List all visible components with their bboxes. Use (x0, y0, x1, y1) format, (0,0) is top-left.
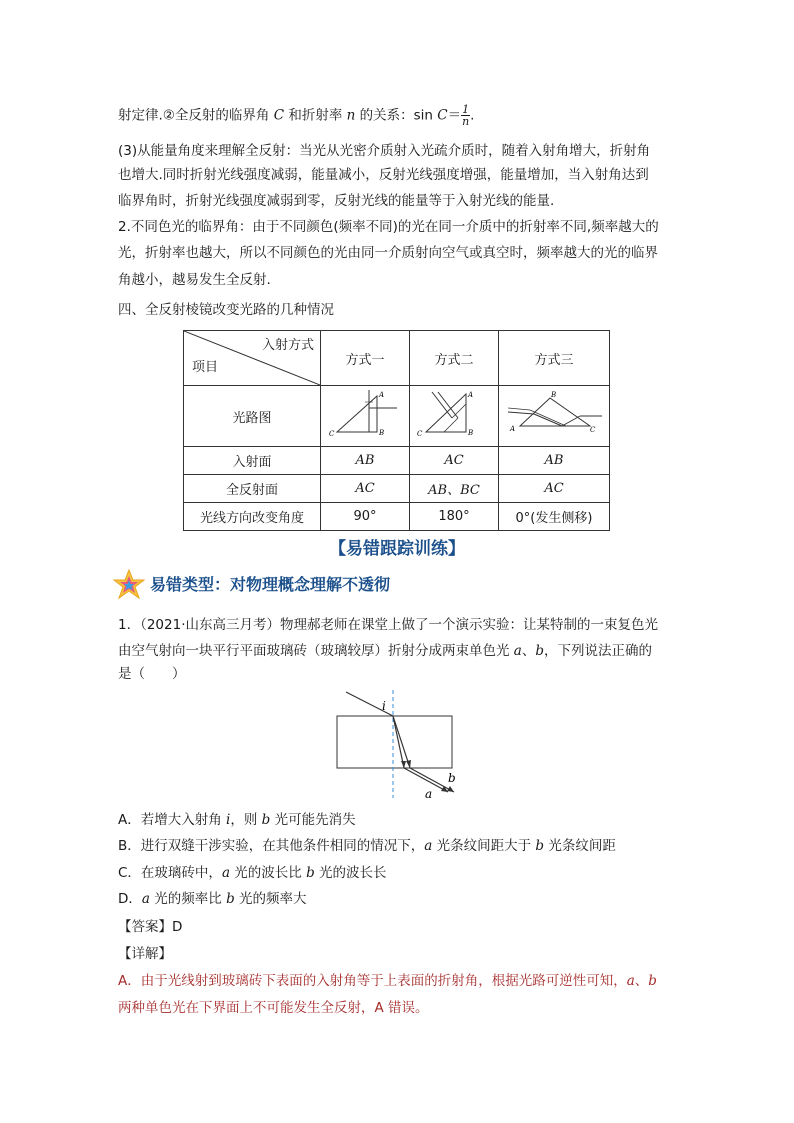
star-icon (112, 568, 146, 602)
cell-value: 0°(发生侧移) (499, 503, 610, 531)
table-header-diagonal-cell (184, 331, 321, 386)
section-title-error-training: 【易错跟踪训练】 (329, 539, 465, 559)
option-d: D．a 光的频率比 b 光的频率大 (118, 891, 307, 907)
detail-label: 【详解】 (118, 946, 172, 962)
label-b: b (448, 771, 456, 785)
text-line-4: 临界角时，折射光线强度减弱到零，反射光线的能量等于入射光线的能量. (118, 193, 555, 209)
prism-diagram-mode-1 (321, 386, 410, 447)
cell-value: 180° (410, 503, 499, 531)
table-row-incident-face (184, 447, 610, 475)
label-i: i (382, 699, 386, 713)
error-type-heading: 易错类型：对物理概念理解不透彻 (150, 575, 391, 594)
svg-text:C: C (417, 430, 423, 438)
row-label-diagram: 光路图 (184, 386, 321, 447)
svg-text:B: B (551, 391, 557, 399)
cell-value: 90° (321, 503, 410, 531)
option-a: A．若增大入射角 i，则 b 光可能先消失 (118, 812, 356, 828)
table-row-total-reflection-face (184, 475, 610, 503)
cell-value: AB (321, 447, 410, 475)
answer-line: 【答案】D (118, 919, 183, 935)
text-line-2: (3)从能量角度来理解全反射：当光从光密介质射入光疏介质时，随着入射角增大，折射角 (118, 143, 651, 159)
question-line-2: 由空气射向一块平行平面玻璃砖（玻璃较厚）折射分成两束单色光 a、b，下列说法正确的 (118, 643, 653, 659)
svg-text:B: B (379, 429, 385, 437)
detail-line-2: 两种单色光在下界面上不可能发生全反射，A 错误。 (118, 1000, 429, 1016)
prism-diagram-mode-2 (410, 386, 499, 447)
refracted-ray-b (393, 716, 410, 768)
cell-value: AB (499, 447, 610, 475)
refracted-ray-a (393, 716, 404, 768)
question-line-1: 1．（2021·山东高三月考）物理郝老师在课堂上做了一个演示实验：让某特制的一束复色光 (118, 617, 658, 633)
svg-text:A: A (468, 391, 474, 399)
row-label: 入射面 (184, 447, 321, 475)
text-line-5: 2.不同色光的临界角：由于不同颜色(频率不同)的光在同一介质中的折射率不同,频率越大的 (118, 219, 659, 235)
svg-text:A: A (379, 391, 385, 399)
svg-text:C: C (329, 430, 335, 438)
table-row-diagram (184, 386, 610, 447)
fraction-1-over-n: $\frac{1}{n}$ (462, 103, 470, 128)
cell-value: AB、BC (410, 475, 499, 503)
light-path-diagram-3 (504, 388, 604, 440)
svg-text:A: A (510, 425, 516, 433)
table-row-direction-change (184, 503, 610, 531)
header-incidence-mode: 入射方式 (261, 338, 314, 353)
header-item: 项目 (192, 360, 219, 375)
text-line-7: 角越小，越易发生全反射. (118, 272, 271, 288)
question-line-3: 是（ ） (118, 666, 186, 682)
svg-text:C: C (590, 426, 596, 434)
svg-text:B: B (468, 429, 474, 437)
light-path-diagram-2 (414, 388, 494, 440)
table-header-row (184, 331, 610, 386)
table-header-mode-1: 方式一 (321, 331, 410, 386)
incident-ray (346, 692, 393, 716)
table-header-mode-2: 方式二 (410, 331, 499, 386)
text-line-6: 光，折射率也越大，所以不同颜色的光由同一介质射向空气或真空时，频率越大的光的临界 (118, 245, 658, 261)
prism-table (183, 330, 610, 531)
row-label: 全反射面 (184, 475, 321, 503)
prism-diagram-mode-3 (499, 386, 610, 447)
option-c: C．在玻璃砖中，a 光的波长比 b 光的波长长 (118, 865, 387, 881)
option-b: B．进行双缝干涉实验，在其他条件相同的情况下，a 光条纹间距大于 b 光条纹间距 (118, 838, 616, 854)
cell-value: AC (321, 475, 410, 503)
text-line-critical-angle: 射定律.②全反射的临界角 C 和折射率 n 的关系：sin C＝ $\frac{1}{n}$ . (118, 103, 475, 128)
cell-value: AC (499, 475, 610, 503)
text-line-3: 也增大.同时折射光线强度减弱，能量减小，反射光线强度增强，能量增加，当入射角达到 (118, 167, 649, 183)
section-heading-prism: 四、全反射棱镜改变光路的几种情况 (118, 302, 334, 318)
refraction-figure (330, 688, 470, 800)
detail-line-1: A．由于光线射到玻璃砖下表面的入射角等于上表面的折射角，根据光路可逆性可知，a、b (118, 973, 657, 989)
row-label: 光线方向改变角度 (184, 503, 321, 531)
light-path-diagram-1 (325, 388, 405, 440)
table-header-mode-3: 方式三 (499, 331, 610, 386)
label-a: a (425, 787, 433, 800)
cell-value: AC (410, 447, 499, 475)
